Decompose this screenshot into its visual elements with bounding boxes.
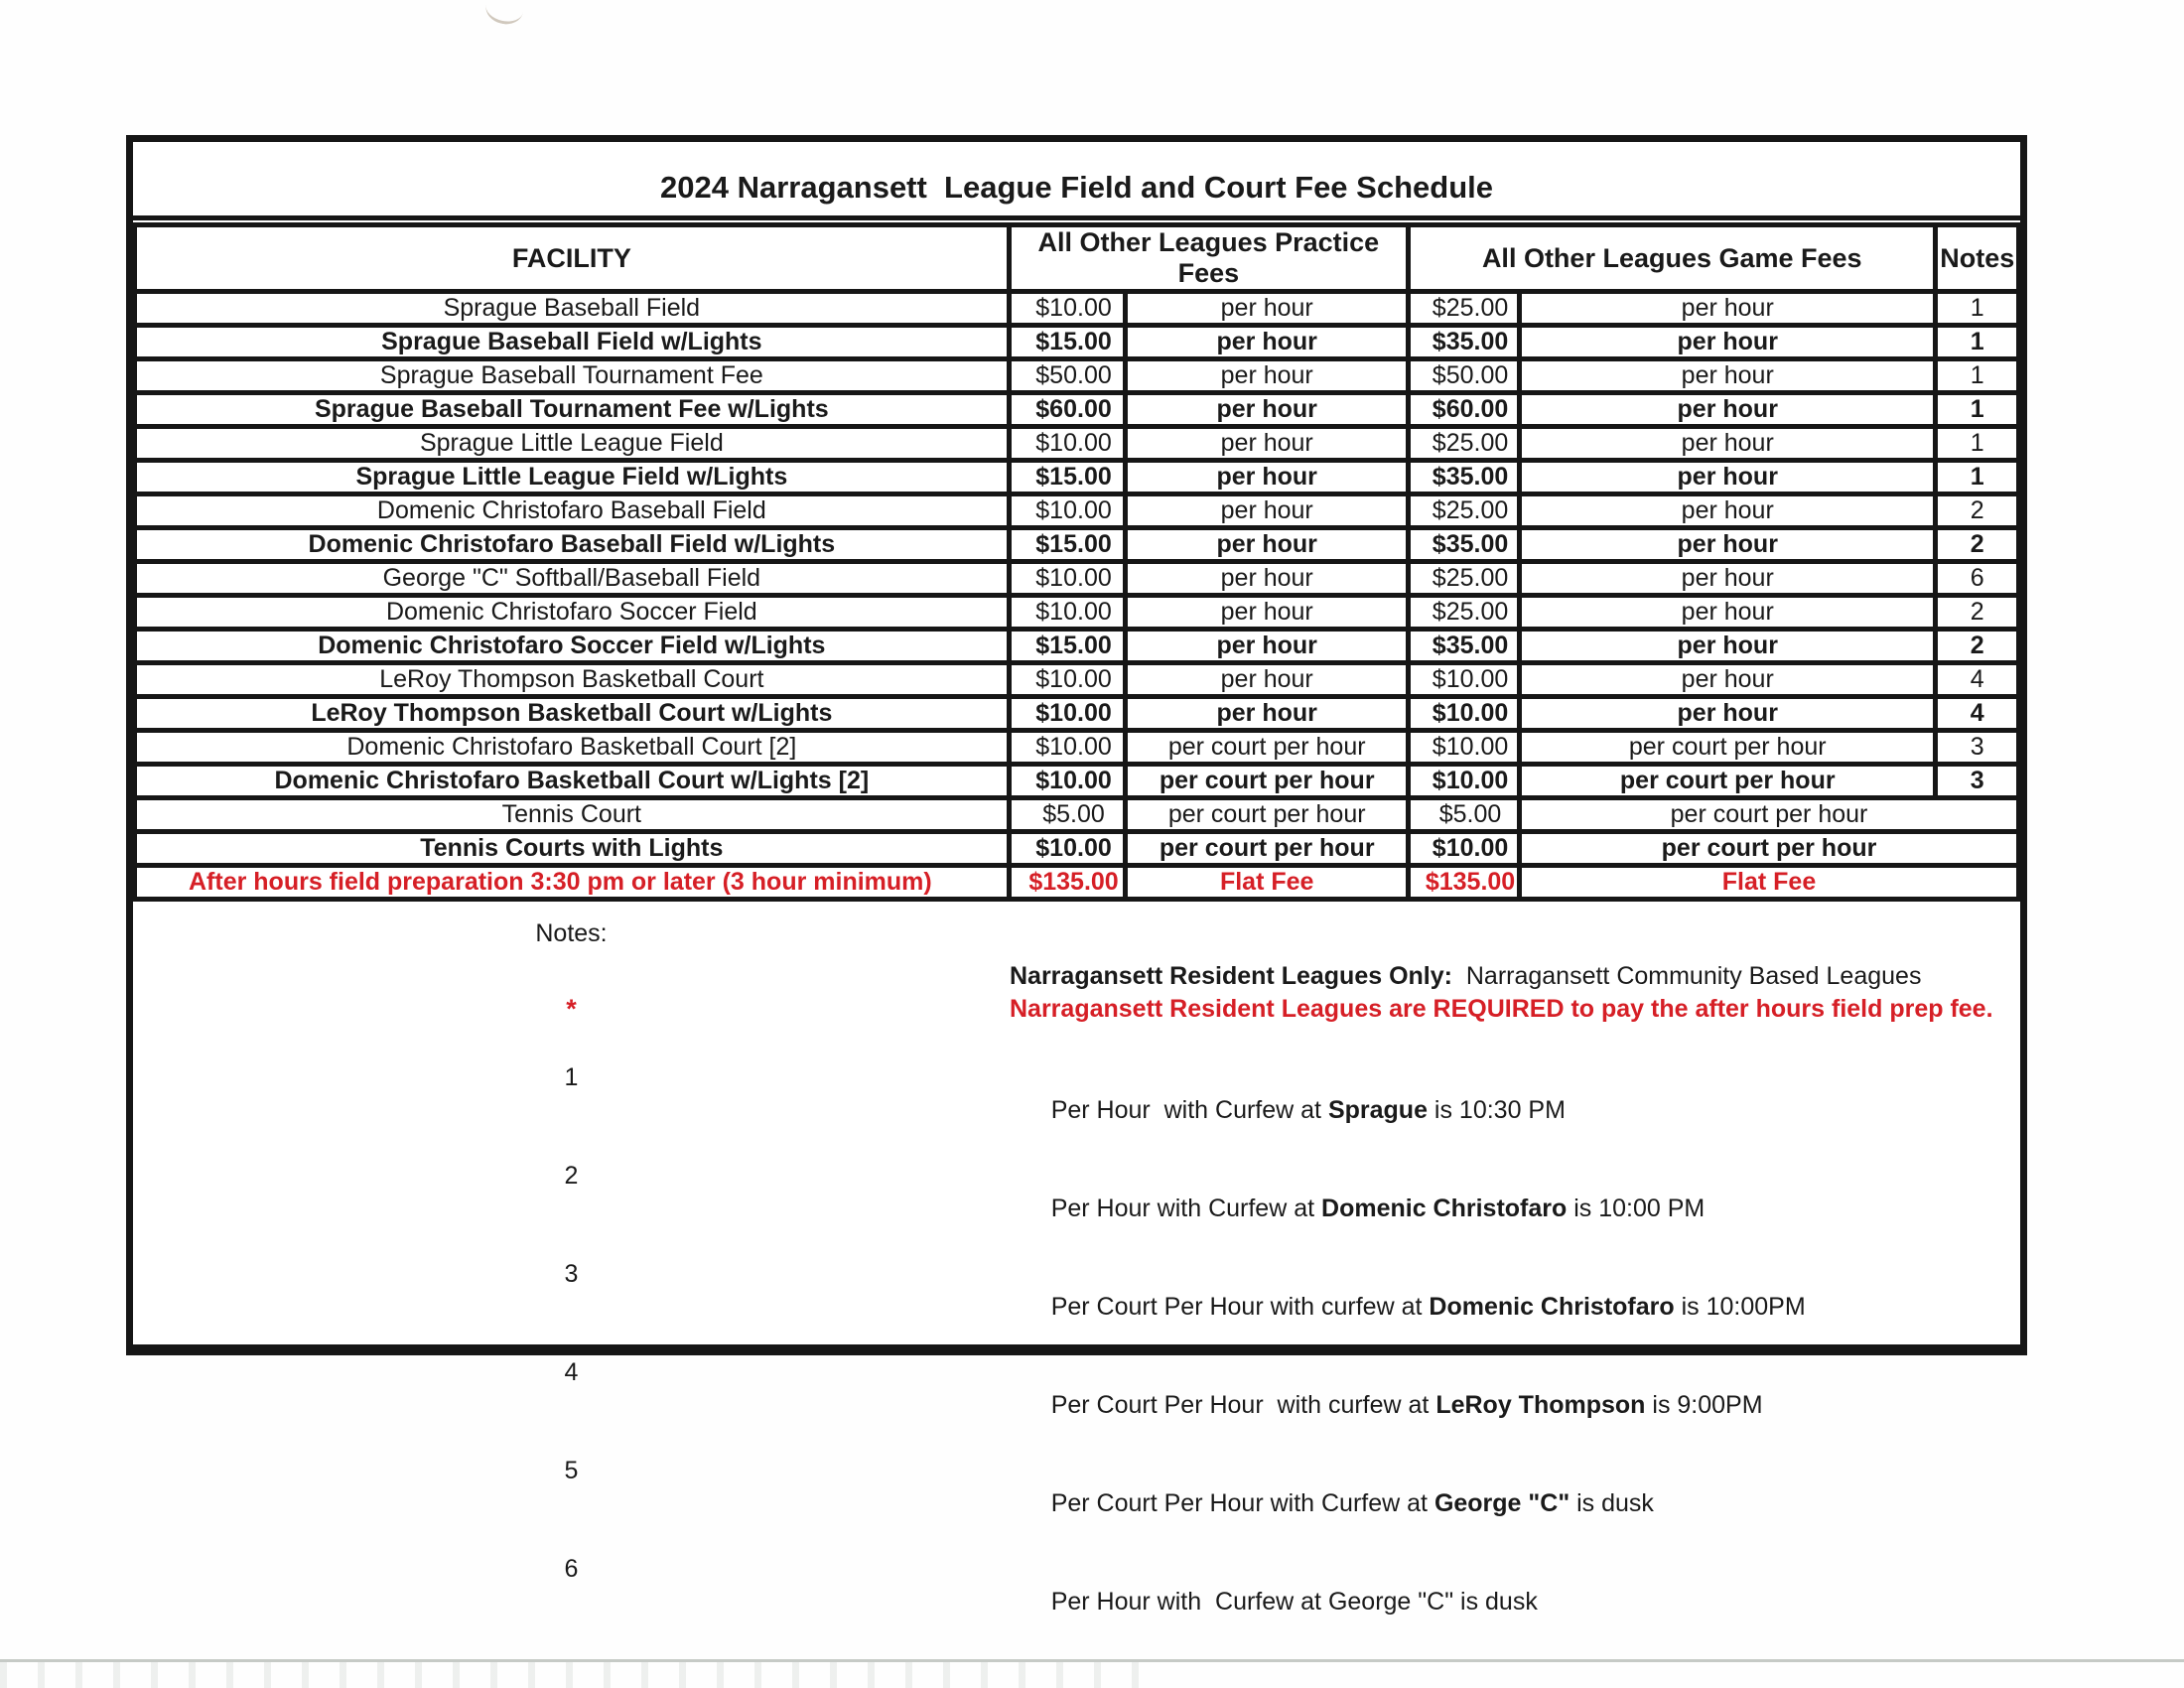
facility-cell: Sprague Baseball Field	[135, 292, 1010, 326]
facility-cell: Tennis Courts with Lights	[135, 832, 1010, 866]
game-unit-cell: per hour	[1520, 494, 1936, 528]
table-row	[135, 765, 2019, 798]
header-practice-fees: All Other Leagues Practice Fees	[1009, 225, 1408, 292]
note-text: Per Court Per Hour with Curfew at George "C" is dusk	[1050, 1489, 1654, 1517]
note-row	[133, 1356, 2020, 1455]
table-row	[135, 630, 2019, 663]
game-fee-cell: $25.00	[1409, 292, 1520, 326]
game-fee-cell: $25.00	[1409, 427, 1520, 461]
note-row	[133, 1061, 2020, 1160]
practice-unit-cell: per court per hour	[1126, 832, 1409, 866]
table-row	[135, 562, 2019, 596]
note-cell: 3	[1936, 765, 2019, 798]
note-cell: 6	[1936, 562, 2019, 596]
practice-unit-cell: per hour	[1126, 461, 1409, 494]
table-row	[135, 359, 2019, 393]
practice-fee-cell: $10.00	[1009, 697, 1126, 731]
practice-fee-cell: $10.00	[1009, 562, 1126, 596]
table-row	[135, 731, 2019, 765]
document-frame	[126, 135, 2027, 1616]
practice-fee-cell: $5.00	[1009, 798, 1126, 832]
note-cell: 4	[1936, 663, 2019, 697]
header-notes: Notes	[1936, 225, 2019, 292]
note-cell: 1	[1936, 292, 2019, 326]
practice-fee-cell: $60.00	[1009, 393, 1126, 427]
practice-fee-cell: $10.00	[1009, 731, 1126, 765]
game-fee-cell: $35.00	[1409, 630, 1520, 663]
practice-unit-cell: per hour	[1126, 697, 1409, 731]
table-row	[135, 663, 2019, 697]
game-unit-cell: per hour	[1520, 427, 1936, 461]
game-fee-cell: $10.00	[1409, 765, 1520, 798]
note-cell: 1	[1936, 393, 2019, 427]
game-fee-cell: $60.00	[1409, 393, 1520, 427]
practice-unit-cell: per hour	[1126, 528, 1409, 562]
game-unit-cell: per hour	[1520, 596, 1936, 630]
practice-unit-cell: per court per hour	[1126, 765, 1409, 798]
table-row	[135, 326, 2019, 359]
game-fee-cell: $10.00	[1409, 663, 1520, 697]
game-unit-cell: per court per hour	[1520, 765, 1936, 798]
practice-fee-cell: $15.00	[1009, 326, 1126, 359]
notes-heading-row	[133, 917, 2020, 950]
facility-cell: LeRoy Thompson Basketball Court w/Lights	[135, 697, 1010, 731]
practice-unit-cell: per court per hour	[1126, 731, 1409, 765]
facility-cell: Domenic Christofaro Basketball Court w/Lights [2]	[135, 765, 1010, 798]
fee-schedule-table	[132, 222, 2021, 902]
note-text: Per Hour with Curfew at Sprague is 10:30 PM	[1050, 1096, 1566, 1124]
note-row	[133, 1160, 2020, 1258]
game-fee-cell: $35.00	[1409, 326, 1520, 359]
practice-unit-cell: per hour	[1126, 562, 1409, 596]
facility-cell: George "C" Softball/Baseball Field	[135, 562, 1010, 596]
game-unit-cell: per hour	[1520, 663, 1936, 697]
table-row	[135, 427, 2019, 461]
table-row	[135, 461, 2019, 494]
facility-cell: Sprague Baseball Tournament Fee w/Lights	[135, 393, 1010, 427]
practice-fee-cell: $15.00	[1009, 461, 1126, 494]
game-unit-cell: per hour	[1520, 562, 1936, 596]
note-number: 6	[564, 1555, 579, 1583]
resident-warning-text: Narragansett Resident Leagues are REQUIRED to pay the after hours field prep fee.	[1010, 995, 1993, 1023]
practice-fee-cell: $10.00	[1009, 292, 1126, 326]
practice-unit-cell: per hour	[1126, 359, 1409, 393]
note-row	[133, 1258, 2020, 1356]
practice-fee-cell: $15.00	[1009, 528, 1126, 562]
facility-cell: After hours field preparation 3:30 pm or later (3 hour minimum)	[135, 866, 1010, 900]
practice-fee-cell: $50.00	[1009, 359, 1126, 393]
game-fee-cell: $5.00	[1409, 798, 1520, 832]
game-fee-cell: $10.00	[1409, 731, 1520, 765]
note-text: Per Court Per Hour with curfew at LeRoy Thompson is 9:00PM	[1050, 1391, 1763, 1419]
note-cell: 2	[1936, 630, 2019, 663]
game-fee-cell: $50.00	[1409, 359, 1520, 393]
game-fee-cell: $35.00	[1409, 528, 1520, 562]
scan-streaks-artifact	[0, 1662, 1142, 1688]
note-number: 3	[564, 1260, 579, 1288]
note-cell: 2	[1936, 494, 2019, 528]
facility-cell: Domenic Christofaro Soccer Field	[135, 596, 1010, 630]
facility-cell: Sprague Baseball Tournament Fee	[135, 359, 1010, 393]
table-row	[135, 832, 2019, 866]
resident-leagues-row	[133, 960, 2020, 993]
practice-unit-cell: per hour	[1126, 494, 1409, 528]
note-number: 2	[564, 1162, 579, 1190]
practice-unit-cell: per court per hour	[1126, 798, 1409, 832]
game-fee-cell: $10.00	[1409, 697, 1520, 731]
document-title: 2024 Narragansett League Field and Court Fee Schedule	[133, 142, 2020, 220]
game-fee-cell: $25.00	[1409, 562, 1520, 596]
table-row	[135, 393, 2019, 427]
note-cell: 1	[1936, 427, 2019, 461]
practice-unit-cell: per hour	[1126, 292, 1409, 326]
header-facility: FACILITY	[135, 225, 1010, 292]
game-unit-cell: per hour	[1520, 697, 1936, 731]
practice-fee-cell: $10.00	[1009, 494, 1126, 528]
practice-unit-cell: per hour	[1126, 427, 1409, 461]
practice-unit-cell: per hour	[1126, 630, 1409, 663]
table-row	[135, 798, 2019, 832]
practice-fee-cell: $10.00	[1009, 832, 1126, 866]
note-cell: 1	[1936, 326, 2019, 359]
notes-heading: Notes:	[535, 919, 608, 947]
practice-unit-cell: per hour	[1126, 393, 1409, 427]
facility-cell: Tennis Court	[135, 798, 1010, 832]
game-unit-cell: per court per hour	[1520, 731, 1936, 765]
note-cell: 2	[1936, 528, 2019, 562]
practice-fee-cell: $135.00	[1009, 866, 1126, 900]
game-fee-cell: $35.00	[1409, 461, 1520, 494]
facility-cell: Domenic Christofaro Basketball Court [2]	[135, 731, 1010, 765]
practice-unit-cell: per hour	[1126, 663, 1409, 697]
game-fee-cell: $135.00	[1409, 866, 1520, 900]
practice-fee-cell: $10.00	[1009, 765, 1126, 798]
table-row	[135, 866, 2019, 900]
game-fee-cell: $10.00	[1409, 832, 1520, 866]
resident-leagues-text: Narragansett Resident Leagues Only: Narragansett Community Based Leagues	[1010, 962, 1922, 990]
game-unit-cell: per hour	[1520, 326, 1936, 359]
note-row	[133, 1553, 2020, 1651]
note-text: Per Hour with Curfew at Domenic Christofaro is 10:00 PM	[1050, 1195, 1706, 1222]
note-text: Per Court Per Hour with curfew at Domenic Christofaro is 10:00PM	[1050, 1293, 1806, 1321]
table-row	[135, 292, 2019, 326]
practice-unit-cell: per hour	[1126, 326, 1409, 359]
game-unit-cell: per court per hour	[1520, 832, 2019, 866]
practice-fee-cell: $10.00	[1009, 427, 1126, 461]
game-unit-cell: per court per hour	[1520, 798, 2019, 832]
note-items	[133, 1061, 2020, 1651]
game-unit-cell: per hour	[1520, 292, 1936, 326]
facility-cell: LeRoy Thompson Basketball Court	[135, 663, 1010, 697]
practice-fee-cell: $10.00	[1009, 663, 1126, 697]
note-cell: 2	[1936, 596, 2019, 630]
note-row	[133, 1455, 2020, 1553]
table-row	[135, 596, 2019, 630]
note-cell: 1	[1936, 359, 2019, 393]
table-row	[135, 494, 2019, 528]
note-cell: 3	[1936, 731, 2019, 765]
game-fee-cell: $25.00	[1409, 494, 1520, 528]
header-game-fees: All Other Leagues Game Fees	[1409, 225, 1936, 292]
game-unit-cell: per hour	[1520, 461, 1936, 494]
game-unit-cell: per hour	[1520, 359, 1936, 393]
header-row	[135, 225, 2019, 292]
note-number: 5	[564, 1457, 579, 1484]
practice-unit-cell: Flat Fee	[1126, 866, 1409, 900]
table-row	[135, 697, 2019, 731]
resident-warning-row	[133, 993, 2020, 1026]
facility-cell: Domenic Christofaro Baseball Field	[135, 494, 1010, 528]
table-row	[135, 528, 2019, 562]
game-unit-cell: per hour	[1520, 528, 1936, 562]
facility-cell: Sprague Baseball Field w/Lights	[135, 326, 1010, 359]
note-cell: 1	[1936, 461, 2019, 494]
note-cell: 4	[1936, 697, 2019, 731]
game-unit-cell: per hour	[1520, 630, 1936, 663]
facility-cell: Sprague Little League Field w/Lights	[135, 461, 1010, 494]
facility-cell: Domenic Christofaro Baseball Field w/Lights	[135, 528, 1010, 562]
asterisk-marker: *	[566, 994, 577, 1024]
pen-mark-artifact	[483, 2, 524, 28]
game-fee-cell: $25.00	[1409, 596, 1520, 630]
game-unit-cell: per hour	[1520, 393, 1936, 427]
note-number: 1	[564, 1063, 579, 1091]
note-number: 4	[564, 1358, 579, 1386]
notes-section	[133, 902, 2020, 1651]
facility-cell: Sprague Little League Field	[135, 427, 1010, 461]
game-unit-cell: Flat Fee	[1520, 866, 2019, 900]
practice-fee-cell: $15.00	[1009, 630, 1126, 663]
practice-unit-cell: per hour	[1126, 596, 1409, 630]
note-text: Per Hour with Curfew at George "C" is dusk	[1050, 1588, 1538, 1616]
facility-cell: Domenic Christofaro Soccer Field w/Lights	[135, 630, 1010, 663]
practice-fee-cell: $10.00	[1009, 596, 1126, 630]
